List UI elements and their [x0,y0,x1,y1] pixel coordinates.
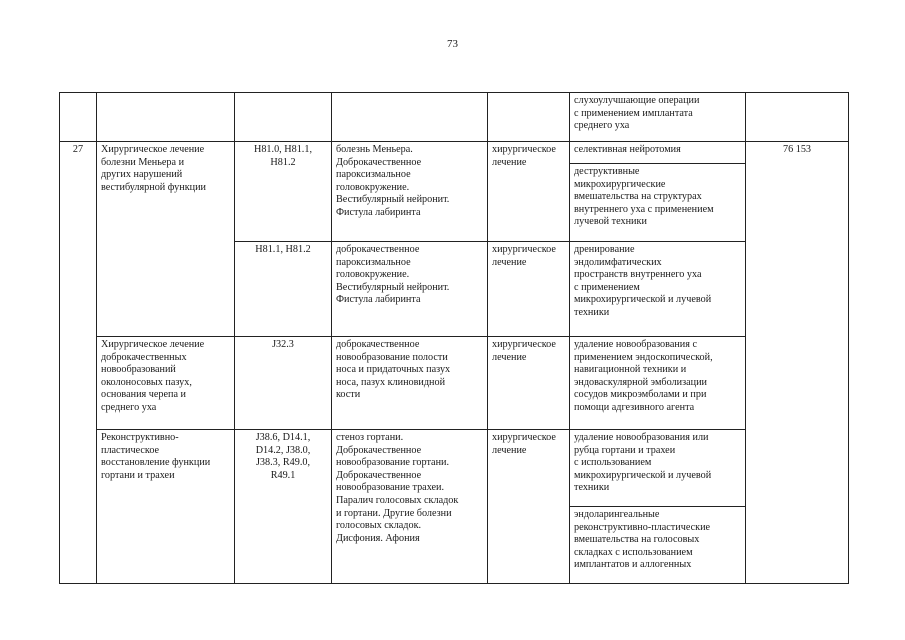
table-row-27 [60,142,849,164]
page-number: 73 [447,38,458,50]
cell-price [746,93,849,142]
cell-no [60,93,97,142]
cell-codes: J38.6, D14.1, D14.2, J38.0, J38.3, R49.0, R49.1 [235,430,332,584]
cell-codes: J32.3 [235,337,332,430]
cell-model [332,93,488,142]
cell-name: Реконструктивно- пластическое восстановление функции гортани и трахеи [97,430,235,584]
cell-price: 76 153 [746,142,849,584]
cell-model: стеноз гортани. Доброкачественное новообразование гортани. Доброкачественное новообразование трахеи. Паралич голосовых складок и гортани. Другие болезни голосовых складок. Дисфония. Афония [332,430,488,584]
cell-type: хирургическое лечение [488,242,570,337]
cell-method: деструктивные микрохирургические вмешательства на структурах внутреннего уха с применением лучевой техники [570,164,746,242]
cell-type: хирургическое лечение [488,337,570,430]
cell-method: слухоулучшающие операции с применением имплантата среднего уха [570,93,746,142]
cell-name: Хирургическое лечение доброкачественных новообразований околоносовых пазух, основания черепа и среднего уха [97,337,235,430]
cell-codes: H81.1, H81.2 [235,242,332,337]
table-row-larynx [60,430,849,507]
medical-care-table [59,92,849,584]
cell-model: доброкачественное новообразование полости носа и придаточных пазух носа, пазух клиновидной кости [332,337,488,430]
cell-method: селективная нейротомия [570,142,746,164]
cell-name: Хирургическое лечение болезни Меньера и других нарушений вестибулярной функции [97,142,235,337]
cell-codes: H81.0, H81.1, H81.2 [235,142,332,242]
cell-type: хирургическое лечение [488,430,570,584]
cell-name [97,93,235,142]
cell-type [488,93,570,142]
cell-method: удаление новообразования с применением эндоскопической, навигационной техники и эндоваскулярной эмболизации сосудов микроэмболами и при помощи адгезивного агента [570,337,746,430]
cell-method: эндоларингеальные реконструктивно-пластические вмешательства на голосовых складках с использованием имплантатов и аллогенных [570,507,746,584]
cell-model: болезнь Меньера. Доброкачественное пароксизмальное головокружение. Вестибулярный нейронит. Фистула лабиринта [332,142,488,242]
cell-method: дренирование эндолимфатических пространств внутреннего уха с применением микрохирургической и лучевой техники [570,242,746,337]
table-row-sinus [60,337,849,430]
cell-model: доброкачественное пароксизмальное головокружение. Вестибулярный нейронит. Фистула лабиринта [332,242,488,337]
cell-type: хирургическое лечение [488,142,570,242]
table-row-continuation [60,93,849,142]
cell-no: 27 [60,142,97,584]
cell-method: удаление новообразования или рубца гортани и трахеи с использованием микрохирургической и лучевой техники [570,430,746,507]
cell-codes [235,93,332,142]
